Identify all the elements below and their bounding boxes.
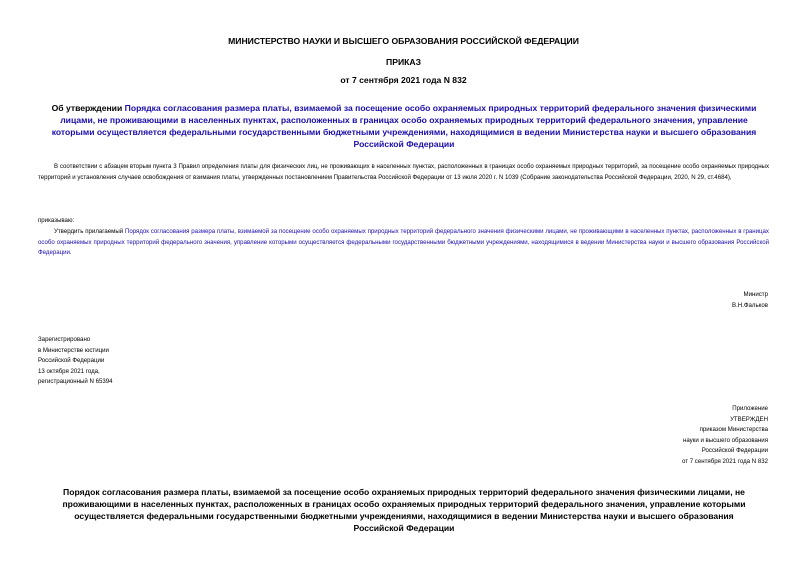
- order-word: приказываю:: [38, 217, 75, 224]
- approval-paragraph: [38, 227, 769, 259]
- registration-line: Российской Федерации: [38, 357, 105, 364]
- preamble-paragraph: В соответствии с абзацем вторым пункта 3 Правил определения платы для физических лиц, не проживающих в населенных пунктах, расположенных в границах особо охраняемых природных территорий, за посещение особо охраняемых природных территорий и установления случаев освобождения от взимания платы, утвержденных постановлением Правительства Российской Федерации от 13 июля 2020 г. N 1039 (Собрание законодательства Российской Федерации, 2020, N 29, ст.4684),: [38, 163, 769, 181]
- appendix-line: Приложение: [732, 405, 768, 412]
- registration-line: в Министерстве юстиции: [38, 346, 109, 354]
- appendix-line: Российской Федерации: [701, 447, 768, 454]
- registration-line: Зарегистрировано: [38, 336, 91, 343]
- registration-line: 13 октября 2021 года,: [38, 367, 100, 375]
- title-procedure-link[interactable]: Порядка согласования размера платы, взимаемой за посещение особо охраняемых природных территорий федерального значения физическими лицами, не проживающими в населенных пунктах, расположенных в границах особо охраняемых природных территорий федерального значения, управление которыми осуществляется федеральными государственными бюджетными учреждениями, находящимися в ведении Министерства науки и высшего образования Российской Федерации: [51, 103, 757, 149]
- appendix-line: науки и высшего образования: [682, 436, 768, 444]
- signatory-position: Министр: [743, 291, 768, 298]
- approval-prefix: Утвердить прилагаемый: [54, 228, 125, 235]
- registration-line: регистрационный N 65394: [38, 378, 113, 385]
- title-prefix: Об утверждении: [51, 103, 125, 113]
- procedure-title: Порядок согласования размера платы, взимаемой за посещение особо охраняемых природных территорий федерального значения физическими лицами, не проживающими в населенных пунктах, расположенных в границах особо охраняемых природных территорий федерального значения, управление которыми осуществляется федеральными государственными бюджетными учреждениями, находящимися в ведении Министерства науки и высшего образования Российской Федерации: [62, 487, 746, 533]
- document-date-number: от 7 сентября 2021 года N 832: [340, 75, 467, 85]
- appendix-line: УТВЕРЖДЕН: [730, 415, 768, 423]
- approval-procedure-link[interactable]: Порядок согласования размера платы, взимаемой за посещение особо охраняемых природных территорий федерального значения физическими лицами, не проживающими в населенных пунктах, расположенных в границах особо охраняемых природных территорий федерального значения, управление которыми осуществляется федеральными государственными бюджетными учреждениями, находящимися в ведении Министерства науки и высшего образования Российской Федерации.: [38, 228, 769, 256]
- appendix-line: приказом Министерства: [699, 426, 768, 433]
- ministry-heading: МИНИСТЕРСТВО НАУКИ И ВЫСШЕГО ОБРАЗОВАНИЯ РОССИЙСКОЙ ФЕДЕРАЦИИ: [228, 36, 579, 46]
- document-title: [38, 102, 770, 150]
- signature-block: [732, 290, 768, 311]
- appendix-line: от 7 сентября 2021 года N 832: [681, 457, 768, 465]
- signatory-name: В.Н.Фальков: [732, 301, 768, 309]
- registration-block: [38, 335, 113, 388]
- appendix-block: [682, 404, 768, 467]
- document-type: ПРИКАЗ: [386, 57, 421, 67]
